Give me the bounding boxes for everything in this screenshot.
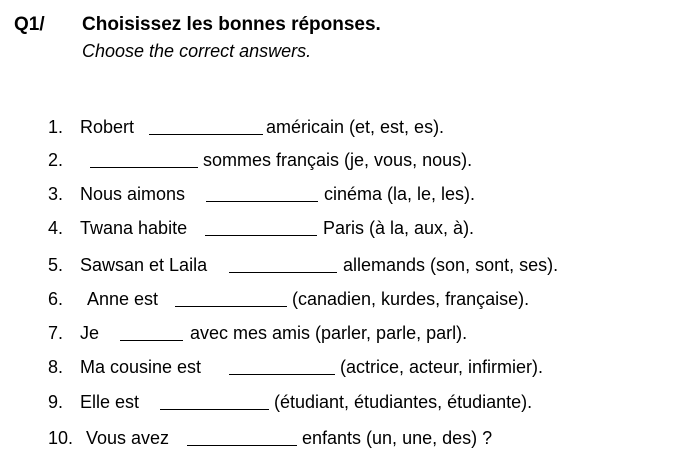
item-text-after: (actrice, acteur, infirmier).: [340, 357, 544, 377]
answer-blank[interactable]: [120, 340, 183, 341]
item-number: 6.: [48, 289, 64, 309]
answer-blank[interactable]: [205, 235, 317, 236]
item-number: 3.: [48, 184, 64, 204]
item-text-after: (étudiant, étudiantes, étudiante).: [274, 392, 533, 412]
item-number: 7.: [48, 323, 64, 343]
exercise-item: [0, 252, 700, 278]
exercise-item: [0, 425, 700, 451]
exercise-item: [0, 114, 700, 140]
item-text-before: Nous aimons: [80, 184, 186, 204]
item-number: 9.: [48, 392, 64, 412]
item-number: 4.: [48, 218, 64, 238]
exercise-item: [0, 215, 700, 241]
item-text-before: Twana habite: [80, 218, 188, 238]
item-text-before: Je: [80, 323, 100, 343]
item-text-after: allemands (son, sont, ses).: [343, 255, 559, 275]
answer-blank[interactable]: [206, 201, 318, 202]
item-text-before: Ma cousine est: [80, 357, 202, 377]
answer-blank[interactable]: [160, 409, 269, 410]
item-text-before: Robert: [80, 117, 135, 137]
item-number: 2.: [48, 150, 64, 170]
item-text-after: enfants (un, une, des) ?: [302, 428, 493, 448]
question-subtitle: Choose the correct answers.: [82, 41, 312, 61]
answer-blank[interactable]: [90, 167, 198, 168]
item-text-after: sommes français (je, vous, nous).: [203, 150, 473, 170]
exercise-item: [0, 286, 700, 312]
exercise-item: [0, 181, 700, 207]
item-text-before: Vous avez: [86, 428, 170, 448]
question-label: Q1/: [14, 14, 45, 35]
item-text-before: Sawsan et Laila: [80, 255, 208, 275]
item-number: 10.: [48, 428, 74, 448]
answer-blank[interactable]: [229, 272, 337, 273]
item-text-after: (canadien, kurdes, française).: [292, 289, 530, 309]
item-text-after: américain (et, est, es).: [266, 117, 445, 137]
item-number: 1.: [48, 117, 64, 137]
item-text-after: avec mes amis (parler, parle, parl).: [190, 323, 468, 343]
item-text-after: cinéma (la, le, les).: [324, 184, 476, 204]
exercise-item: [0, 389, 700, 415]
exercise-item: [0, 320, 700, 346]
answer-blank[interactable]: [175, 306, 287, 307]
exercise-item: [0, 147, 700, 173]
item-number: 5.: [48, 255, 64, 275]
exercise-item: [0, 354, 700, 380]
answer-blank[interactable]: [149, 134, 263, 135]
question-title: Choisissez les bonnes réponses.: [82, 14, 381, 35]
item-text-after: Paris (à la, aux, à).: [323, 218, 475, 238]
item-number: 8.: [48, 357, 64, 377]
answer-blank[interactable]: [229, 374, 335, 375]
item-text-before: Anne est: [87, 289, 159, 309]
item-text-before: Elle est: [80, 392, 140, 412]
answer-blank[interactable]: [187, 445, 297, 446]
